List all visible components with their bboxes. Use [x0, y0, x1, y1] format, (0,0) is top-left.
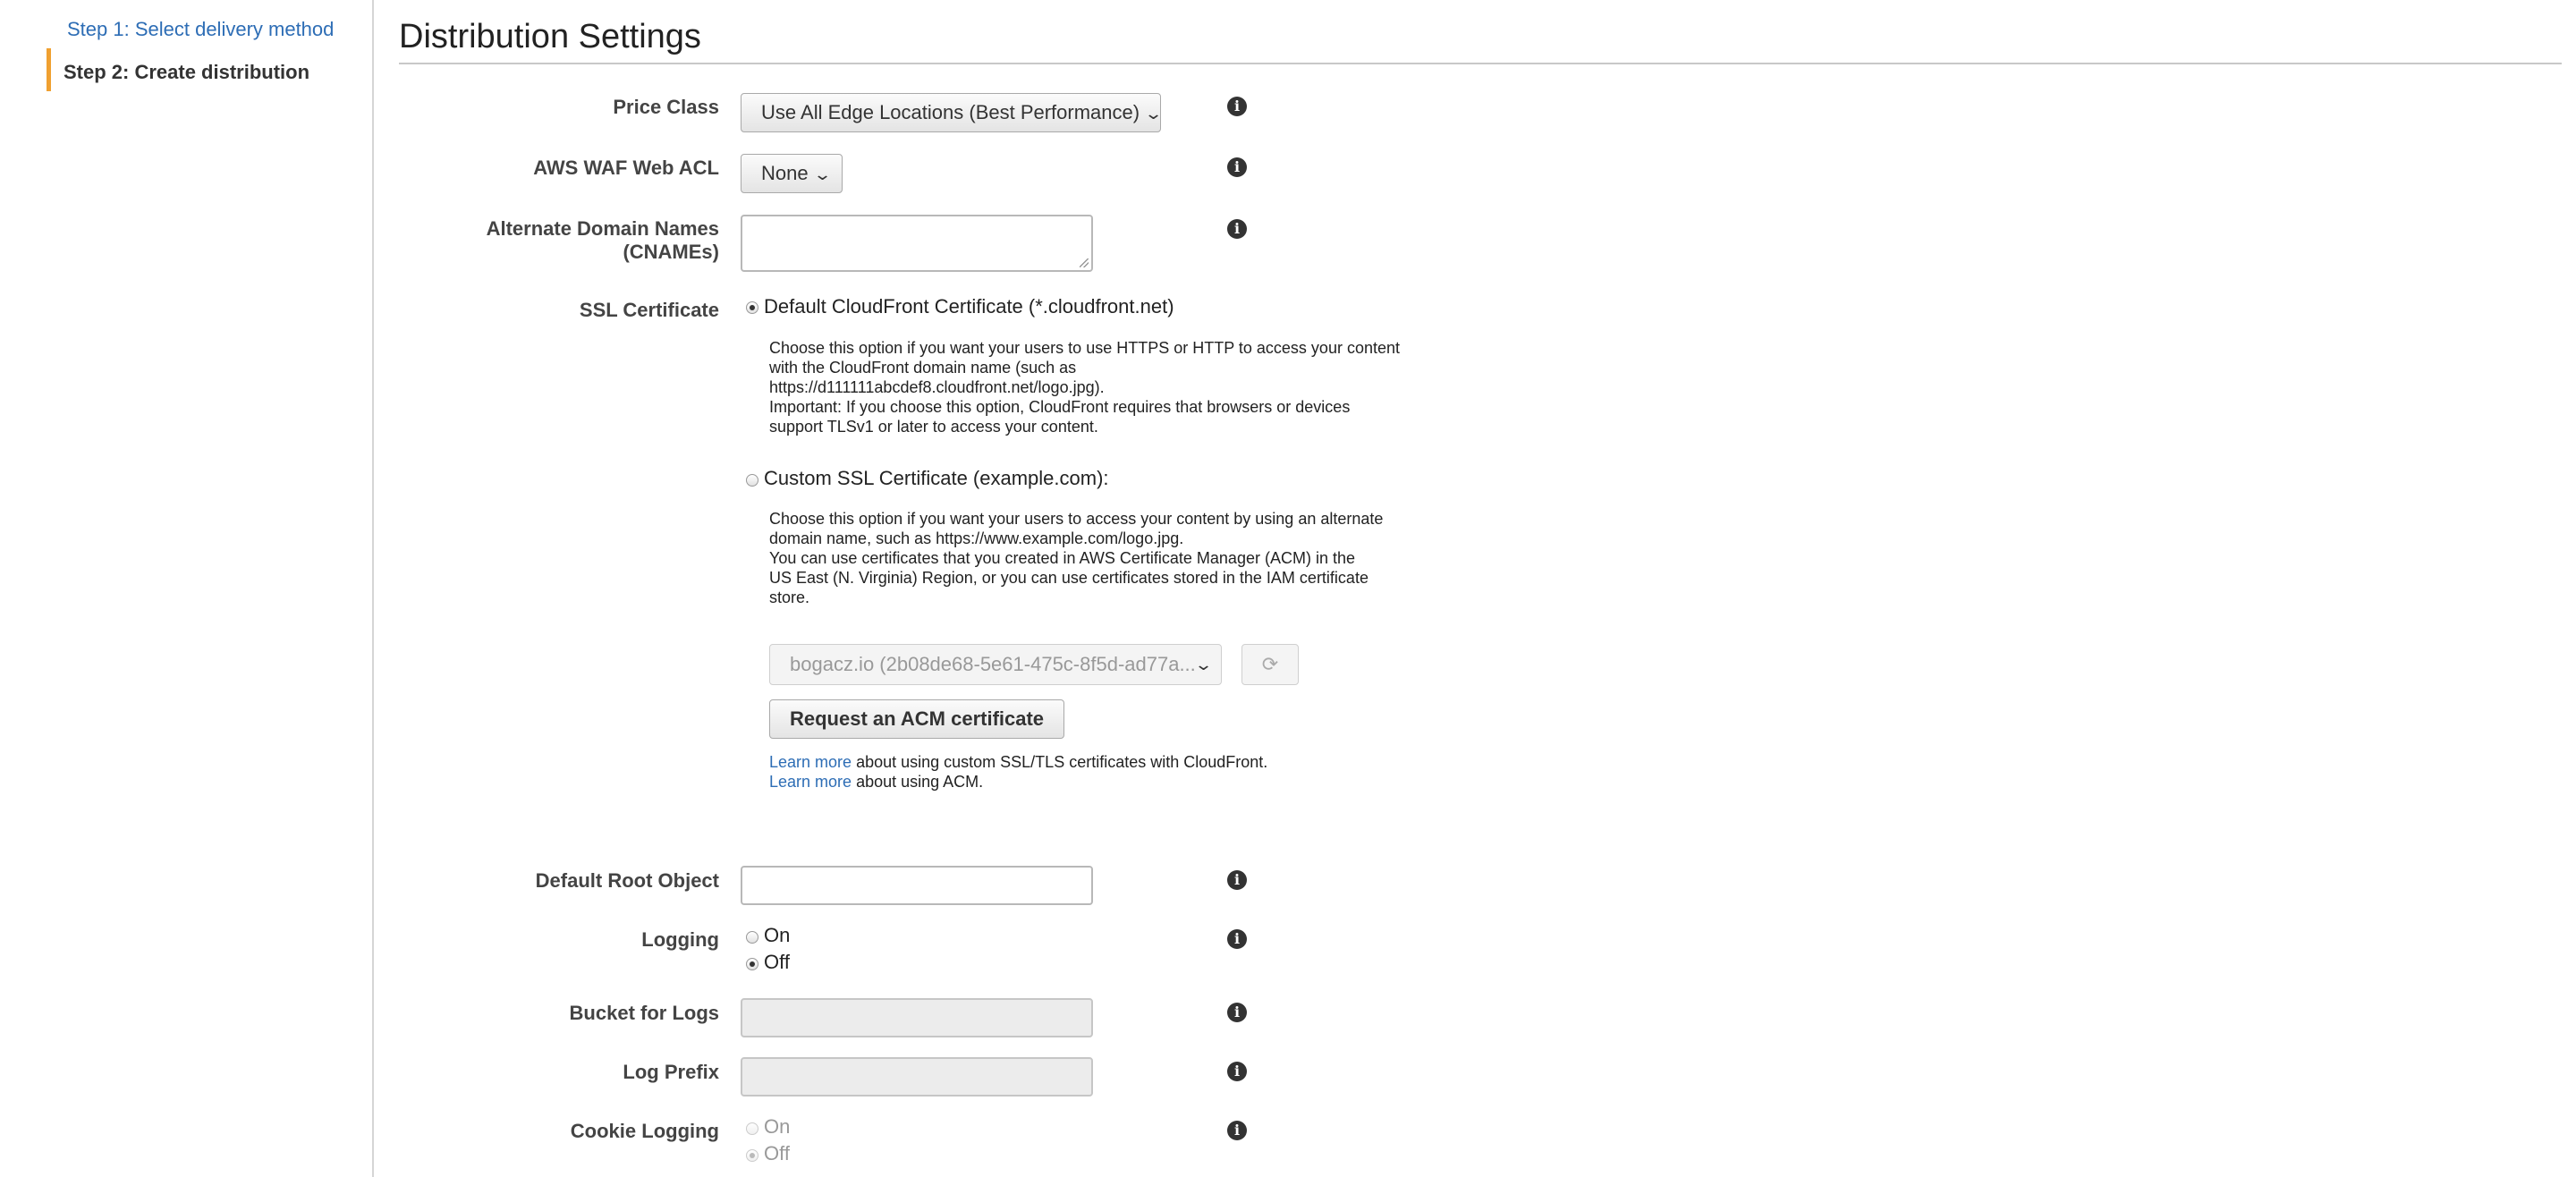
help-line: store. — [769, 588, 810, 606]
help-line: Important: If you choose this option, CloudFront requires that browsers or devices — [769, 398, 1351, 416]
logging-label: Logging — [641, 928, 719, 951]
help-line: Choose this option if you want your users to use HTTPS or HTTP to access your content — [769, 339, 1400, 357]
current-step-marker — [47, 48, 51, 91]
step-2-current: Step 2: Create distribution — [64, 61, 310, 83]
default-root-object-input[interactable] — [741, 866, 1093, 905]
chevron-down-icon: ⌄ — [1144, 105, 1164, 123]
waf-value: None — [761, 162, 809, 184]
info-icon[interactable]: i — [1227, 157, 1247, 177]
info-icon[interactable]: i — [1227, 1121, 1247, 1140]
chevron-down-icon: ⌄ — [812, 165, 832, 183]
learn-more-ssl-line — [769, 753, 1267, 772]
cookie-logging-label: Cookie Logging — [570, 1120, 719, 1142]
learn-more-acm-line — [769, 773, 983, 792]
help-line: US East (N. Virginia) Region, or you can use certificates stored in the IAM certificate — [769, 569, 1368, 587]
cookie-logging-off-radio[interactable] — [746, 1149, 758, 1162]
cookie-logging-on-radio[interactable] — [746, 1122, 758, 1135]
cookie-logging-on-label[interactable]: On — [764, 1115, 791, 1138]
help-line: https://d111111abcdef8.cloudfront.net/logo.jpg). — [769, 378, 1105, 396]
bucket-for-logs-label: Bucket for Logs — [569, 1002, 719, 1024]
info-icon[interactable]: i — [1227, 1062, 1247, 1081]
learn-more-ssl-text: about using custom SSL/TLS certificates with CloudFront. — [852, 753, 1268, 771]
refresh-certificates-button[interactable] — [1241, 644, 1299, 685]
info-icon[interactable]: i — [1227, 1003, 1247, 1022]
help-line: domain name, such as https://www.example.com/logo.jpg. — [769, 529, 1184, 547]
help-line: You can use certificates that you created in AWS Certificate Manager (ACM) in the — [769, 549, 1355, 567]
price-class-select[interactable] — [741, 93, 1164, 132]
cookie-logging-off-label[interactable]: Off — [764, 1142, 790, 1164]
waf-label: AWS WAF Web ACL — [533, 157, 719, 179]
learn-more-acm-text: about using ACM. — [852, 773, 984, 791]
title-divider — [399, 63, 2562, 64]
certificate-select[interactable] — [769, 644, 1222, 685]
logging-on-radio[interactable] — [746, 931, 758, 944]
help-line: Choose this option if you want your users to access your content by using an alternate — [769, 510, 1384, 528]
log-prefix-label: Log Prefix — [623, 1061, 719, 1083]
help-line: support TLSv1 or later to access your content. — [769, 418, 1098, 436]
learn-more-acm-link[interactable]: Learn more — [769, 773, 852, 791]
default-certificate-option-label[interactable]: Default CloudFront Certificate (*.cloudfront.net) — [764, 295, 1174, 318]
info-icon[interactable]: i — [1227, 97, 1247, 116]
default-certificate-radio[interactable] — [746, 301, 758, 314]
certificate-select-value: bogacz.io (2b08de68-5e61-475c-8f5d-ad77a... — [790, 653, 1196, 675]
price-class-value: Use All Edge Locations (Best Performance) — [761, 101, 1140, 123]
page-title: Distribution Settings — [399, 18, 701, 55]
info-icon[interactable]: i — [1227, 219, 1247, 239]
default-certificate-help — [769, 338, 1400, 436]
cnames-label-line2: (CNAMEs) — [623, 241, 719, 263]
logging-on-label[interactable]: On — [764, 924, 791, 946]
cnames-textarea[interactable] — [741, 215, 1093, 272]
refresh-icon: ⟳ — [1261, 653, 1279, 675]
custom-certificate-radio[interactable] — [746, 474, 758, 487]
step-1-link[interactable]: Step 1: Select delivery method — [67, 18, 335, 40]
chevron-down-icon: ⌄ — [1193, 656, 1214, 673]
distribution-settings-panel — [376, 0, 2576, 1177]
learn-more-ssl-link[interactable]: Learn more — [769, 753, 852, 771]
resize-grip-icon[interactable] — [1080, 258, 1089, 267]
custom-certificate-option-label[interactable]: Custom SSL Certificate (example.com): — [764, 467, 1109, 489]
cnames-label — [487, 217, 719, 264]
cnames-label-line1: Alternate Domain Names — [486, 217, 719, 240]
waf-select[interactable] — [741, 154, 843, 193]
bucket-for-logs-input[interactable] — [741, 998, 1093, 1037]
request-acm-certificate-button[interactable]: Request an ACM certificate — [769, 699, 1064, 739]
custom-certificate-help — [769, 509, 1383, 607]
info-icon[interactable]: i — [1227, 870, 1247, 890]
default-root-object-label: Default Root Object — [535, 869, 719, 892]
ssl-certificate-label: SSL Certificate — [579, 299, 719, 321]
price-class-label: Price Class — [613, 96, 719, 118]
info-icon[interactable]: i — [1227, 929, 1247, 949]
logging-off-radio[interactable] — [746, 958, 758, 970]
log-prefix-input[interactable] — [741, 1057, 1093, 1097]
wizard-sidebar — [0, 0, 374, 1177]
help-line: with the CloudFront domain name (such as — [769, 359, 1077, 377]
logging-off-label[interactable]: Off — [764, 951, 790, 973]
